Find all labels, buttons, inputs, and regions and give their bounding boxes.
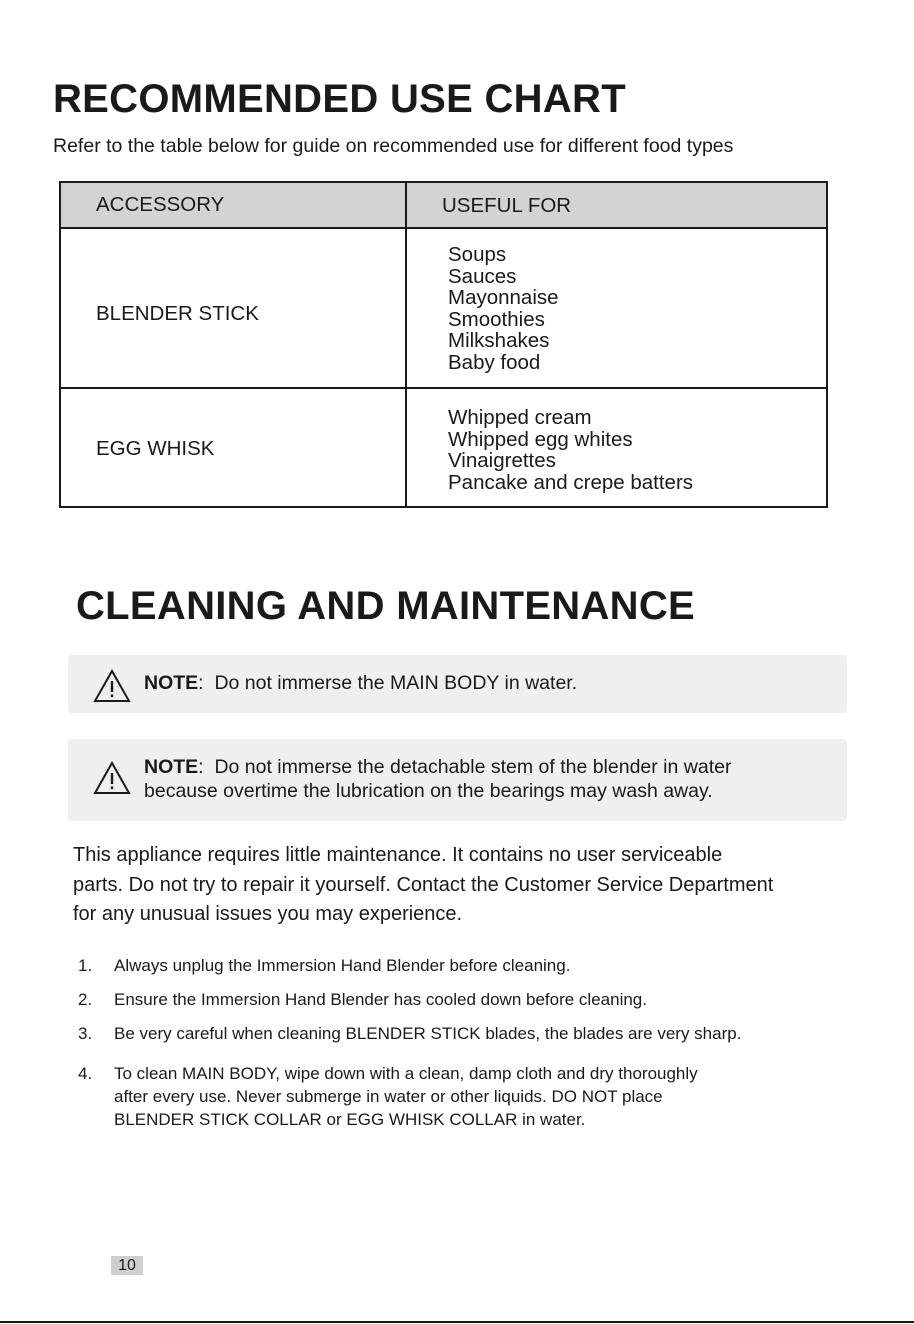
step-number: 3. xyxy=(78,1024,93,1043)
note-line: Do not immerse the detachable stem of the blender in water xyxy=(214,756,732,778)
table-cell-uses xyxy=(448,407,693,493)
note-line: Do not immerse the MAIN BODY in water. xyxy=(214,672,578,694)
page-number: 10 xyxy=(111,1256,143,1275)
list-item: Whipped cream xyxy=(448,406,592,429)
list-item xyxy=(78,1062,741,1131)
step-text: BLENDER STICK COLLAR or EGG WHISK COLLAR in water. xyxy=(114,1110,586,1129)
page-bottom-rule xyxy=(0,1321,914,1323)
note-text xyxy=(144,671,577,695)
step-text: Be very careful when cleaning BLENDER STICK blades, the blades are very sharp. xyxy=(114,1024,742,1043)
note-separator: : xyxy=(198,756,204,778)
note-line: because overtime the lubrication on the bearings may wash away. xyxy=(144,780,713,802)
step-number: 1. xyxy=(78,956,93,975)
note-box xyxy=(68,655,847,713)
table-cell-accessory: EGG WHISK xyxy=(96,437,215,460)
warning-triangle-icon xyxy=(93,669,131,703)
paragraph-line: parts. Do not try to repair it yourself. Contact the Customer Service Department xyxy=(73,873,774,896)
list-item: Sauces xyxy=(448,264,517,288)
table-cell-uses xyxy=(448,244,559,373)
step-text: To clean MAIN BODY, wipe down with a clean, damp cloth and dry thoroughly xyxy=(114,1064,698,1083)
list-item: Pancake and crepe batters xyxy=(448,470,694,494)
step-text: Always unplug the Immersion Hand Blender before cleaning. xyxy=(114,956,571,975)
table-header-useful-for: USEFUL FOR xyxy=(442,194,572,217)
list-item: Baby food xyxy=(448,350,541,374)
note-separator: : xyxy=(198,672,204,694)
table-cell-accessory: BLENDER STICK xyxy=(96,302,259,325)
step-number: 4. xyxy=(78,1064,93,1083)
maintenance-paragraph xyxy=(73,841,773,930)
note-box xyxy=(68,739,847,821)
step-text: Ensure the Immersion Hand Blender has cooled down before cleaning. xyxy=(114,990,647,1009)
list-item xyxy=(78,955,741,976)
step-number: 2. xyxy=(78,990,93,1009)
cleaning-section-title: CLEANING AND MAINTENANCE xyxy=(76,584,696,628)
list-item xyxy=(78,989,741,1010)
recommended-use-table xyxy=(59,181,828,508)
list-item: Vinaigrettes xyxy=(448,449,556,472)
table-header-accessory: ACCESSORY xyxy=(96,193,225,216)
list-item: Milkshakes xyxy=(448,329,550,352)
list-item: Whipped egg whites xyxy=(448,427,633,451)
list-item: Mayonnaise xyxy=(448,286,559,309)
table-row-divider xyxy=(61,387,826,389)
table-column-divider xyxy=(405,183,407,506)
cleaning-steps-list xyxy=(78,955,741,1131)
paragraph-line: for any unusual issues you may experience. xyxy=(73,903,463,925)
note-text xyxy=(144,755,731,803)
list-item: Smoothies xyxy=(448,307,545,331)
chart-section-subtitle: Refer to the table below for guide on recommended use for different food types xyxy=(53,135,734,157)
list-item: Soups xyxy=(448,243,507,266)
list-item xyxy=(78,1023,741,1044)
paragraph-line: This appliance requires little maintenance. It contains no user serviceable xyxy=(73,844,723,866)
note-label: NOTE xyxy=(144,672,199,694)
chart-section-title: RECOMMENDED USE CHART xyxy=(53,77,626,121)
step-text: after every use. Never submerge in water or other liquids. DO NOT place xyxy=(114,1087,663,1106)
note-label: NOTE xyxy=(144,756,199,778)
warning-triangle-icon xyxy=(93,761,131,795)
